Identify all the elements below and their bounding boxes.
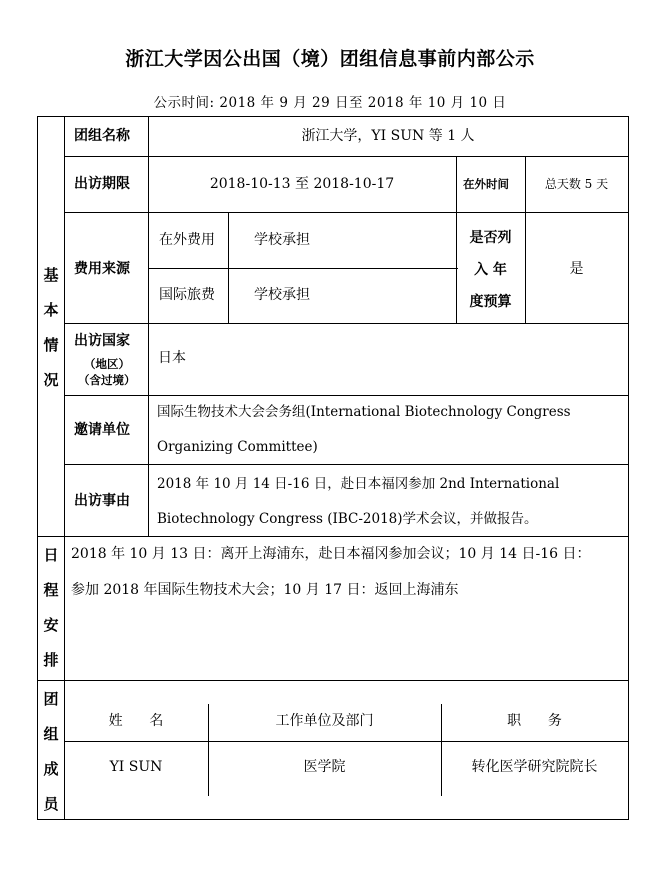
member-unit: 医学院 — [303, 759, 346, 775]
inviter-value-line2: Organizing Committee) — [157, 439, 318, 455]
visit-period-value: 2018-10-13 至 2018-10-17 — [209, 176, 395, 192]
inviter-value-line1: 国际生物技术大会会务组(International Biotechnology Congress — [157, 404, 571, 420]
member-header-name: 姓 名 — [108, 713, 164, 729]
country-sub-region: （地区） — [84, 357, 130, 371]
purpose-value-line2: Biotechnology Congress (IBC-2018)学术会议，并做报告。 — [157, 511, 538, 527]
section-label-basic-info: 基 本 情 况 — [43, 266, 59, 389]
row-line — [64, 741, 629, 742]
document-title: 浙江大学因公出国（境）团组信息事前内部公示 — [125, 48, 535, 70]
funding-label: 费用来源 — [74, 261, 130, 277]
table-border-top — [37, 116, 629, 117]
row-line — [148, 268, 458, 269]
budget-value: 是 — [569, 261, 584, 277]
visit-period-label: 出访期限 — [74, 176, 130, 192]
member-name: YI SUN — [109, 759, 163, 775]
row-line — [37, 680, 629, 681]
purpose-label: 出访事由 — [74, 493, 130, 509]
table-border-bottom — [37, 819, 629, 820]
col-line — [228, 212, 229, 323]
purpose-value-line1: 2018 年 10 月 14 日-16 日，赴日本福冈参加 2nd International — [157, 476, 560, 492]
travel-cost-label: 国际旅费 — [159, 287, 215, 303]
member-position: 转化医学研究院院长 — [471, 759, 598, 775]
inviter-label: 邀请单位 — [74, 422, 130, 438]
table-border-left — [37, 116, 38, 820]
table-border-right — [628, 116, 629, 820]
section-label-members: 团 组 成 员 — [43, 690, 59, 813]
abroad-time-label: 在外时间 — [463, 177, 509, 191]
col-line — [456, 156, 457, 212]
row-line — [37, 536, 629, 537]
member-header-unit: 工作单位及部门 — [275, 713, 374, 729]
abroad-cost-label: 在外费用 — [159, 232, 215, 248]
member-header-position: 职 务 — [507, 713, 562, 729]
abroad-cost-value: 学校承担 — [254, 232, 310, 248]
travel-cost-value: 学校承担 — [254, 287, 310, 303]
schedule-line2: 参加 2018 年国际生物技术大会；10 月 17 日：返回上海浦东 — [71, 582, 459, 598]
group-name-label: 团组名称 — [74, 128, 130, 144]
country-value: 日本 — [158, 350, 186, 366]
abroad-time-value: 总天数 5 天 — [544, 177, 609, 191]
country-sub-transit: （含过境） — [78, 373, 136, 387]
section-label-schedule: 日 程 安 排 — [43, 546, 59, 669]
country-label: 出访国家 — [74, 333, 130, 349]
schedule-line1: 2018 年 10 月 13 日：离开上海浦东，赴日本福冈参加会议；10 月 14 日-16 日： — [71, 546, 591, 562]
budget-label: 是否列 入 年 度预算 — [469, 230, 512, 310]
publish-time: 公示时间: 2018 年 9 月 29 日至 2018 年 10 月 10 日 — [153, 95, 507, 111]
group-name-value: 浙江大学，YI SUN 等 1 人 — [301, 128, 475, 144]
